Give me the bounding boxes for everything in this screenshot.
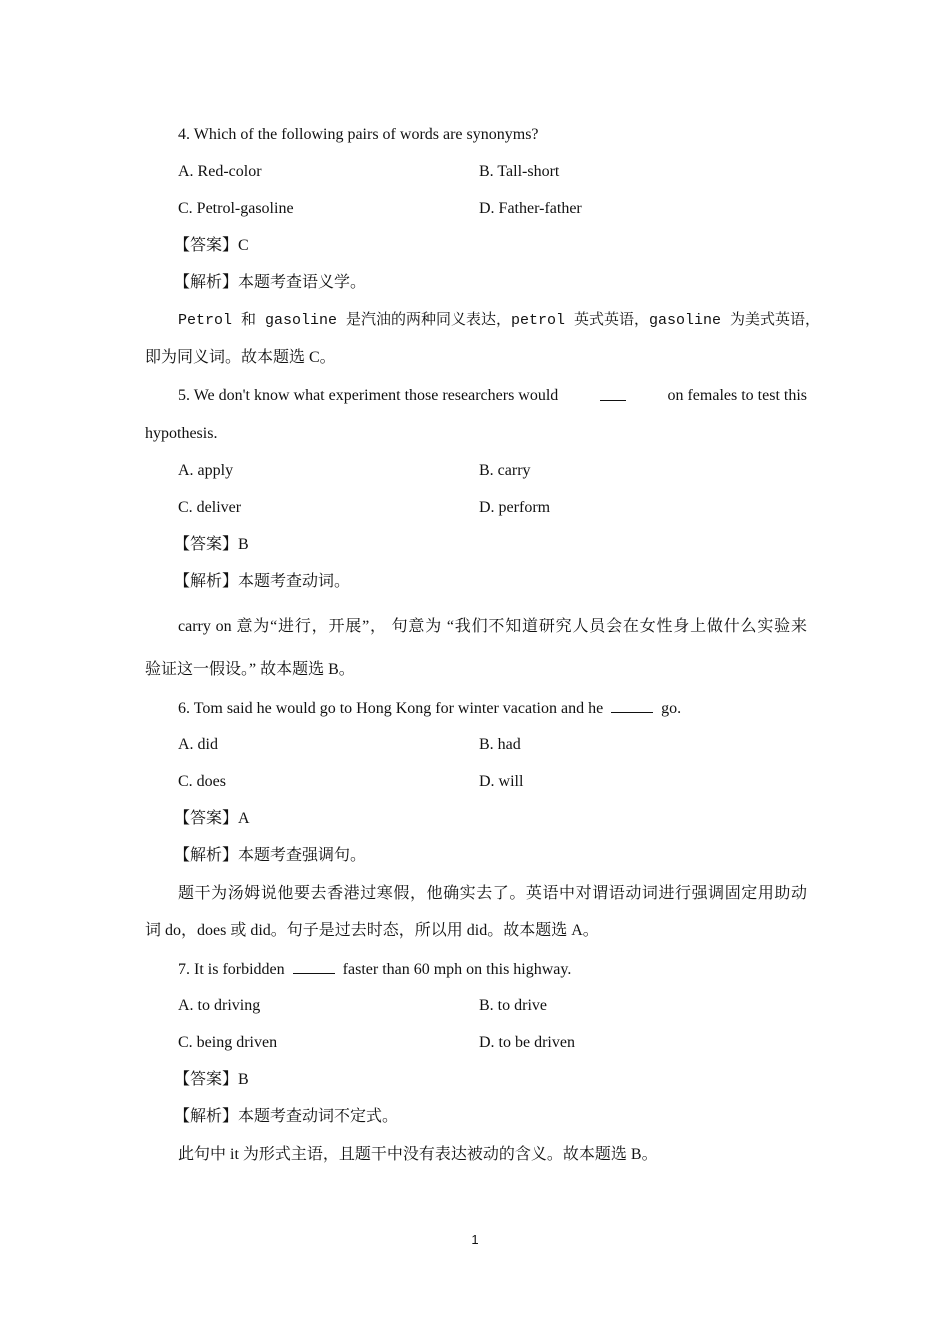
question-4-option-b: B. Tall-short bbox=[479, 163, 560, 180]
question-6-analysis-title: 【解析】本题考查强调句。 bbox=[174, 847, 367, 864]
question-5-stem-part-2: on females to test this bbox=[667, 387, 807, 404]
question-6-option-d: D. will bbox=[479, 773, 524, 790]
question-6-explanation-line-2: 词 do，does 或 did。句子是过去时态，所以用 did。故本题选 A。 bbox=[145, 922, 599, 939]
question-6-stem-part-1: 6. Tom said he would go to Hong Kong for winter vacation and he bbox=[178, 700, 604, 717]
question-4-option-c: C. Petrol-gasoline bbox=[178, 200, 294, 217]
question-7-blank bbox=[293, 959, 335, 974]
question-6-blank bbox=[611, 698, 653, 713]
question-5-option-a: A. apply bbox=[178, 462, 234, 479]
question-7-analysis-title: 【解析】本题考查动词不定式。 bbox=[174, 1108, 399, 1125]
question-5-stem-line-2: hypothesis. bbox=[145, 425, 218, 442]
question-4-option-d: D. Father-father bbox=[479, 200, 582, 217]
question-5-analysis-title: 【解析】本题考查动词。 bbox=[174, 573, 351, 590]
question-5-explanation-line-2: 验证这一假设。” 故本题选 B。 bbox=[145, 661, 355, 678]
question-6-option-b: B. had bbox=[479, 736, 521, 753]
question-7-option-d: D. to be driven bbox=[479, 1034, 575, 1051]
question-4-stem: 4. Which of the following pairs of words are synonyms? bbox=[178, 126, 539, 143]
question-6-answer: 【答案】A bbox=[174, 810, 250, 827]
question-6-option-c: C. does bbox=[178, 773, 226, 790]
question-7-answer: 【答案】B bbox=[174, 1071, 249, 1088]
question-5-option-c: C. deliver bbox=[178, 499, 242, 516]
question-4-explanation-line-1: Petrol 和 gasoline 是汽油的两种同义表达，petrol 英式英语，gasoline 为美式英语， bbox=[178, 312, 821, 329]
question-7-stem bbox=[178, 959, 571, 980]
question-7-stem-part-2: faster than 60 mph on this highway. bbox=[342, 961, 572, 978]
question-6-option-a: A. did bbox=[178, 736, 218, 753]
question-5-blank bbox=[600, 386, 626, 401]
question-7-option-a: A. to driving bbox=[178, 997, 261, 1014]
question-4-answer: 【答案】C bbox=[174, 237, 249, 254]
question-7-stem-part-1: 7. It is forbidden bbox=[178, 961, 285, 978]
question-5-stem bbox=[178, 386, 807, 406]
question-6-stem bbox=[178, 698, 681, 719]
question-4-option-a: A. Red-color bbox=[178, 163, 262, 180]
question-5-explanation-line-1: carry on 意为“进行，开展”， 句意为 “我们不知道研究人员会在女性身上做什么实验来 bbox=[178, 618, 807, 635]
question-6-stem-part-2: go. bbox=[661, 700, 682, 717]
question-5-option-d: D. perform bbox=[479, 499, 551, 516]
question-7-explanation-line-1: 此句中 it 为形式主语，且题干中没有表达被动的含义。故本题选 B。 bbox=[178, 1146, 658, 1163]
question-5-answer: 【答案】B bbox=[174, 536, 249, 553]
question-5-stem-part-1: 5. We don't know what experiment those researchers would bbox=[178, 387, 559, 404]
question-4-analysis-title: 【解析】本题考查语义学。 bbox=[174, 274, 367, 291]
page-number: 1 bbox=[471, 1232, 479, 1247]
question-7-option-b: B. to drive bbox=[479, 997, 547, 1014]
question-6-explanation-line-1: 题干为汤姆说他要去香港过寒假，他确实去了。英语中对谓语动词进行强调固定用助动 bbox=[178, 885, 807, 902]
question-7-option-c: C. being driven bbox=[178, 1034, 278, 1051]
question-4-explanation-line-2: 即为同义词。故本题选 C。 bbox=[145, 349, 336, 366]
question-5-option-b: B. carry bbox=[479, 462, 531, 479]
